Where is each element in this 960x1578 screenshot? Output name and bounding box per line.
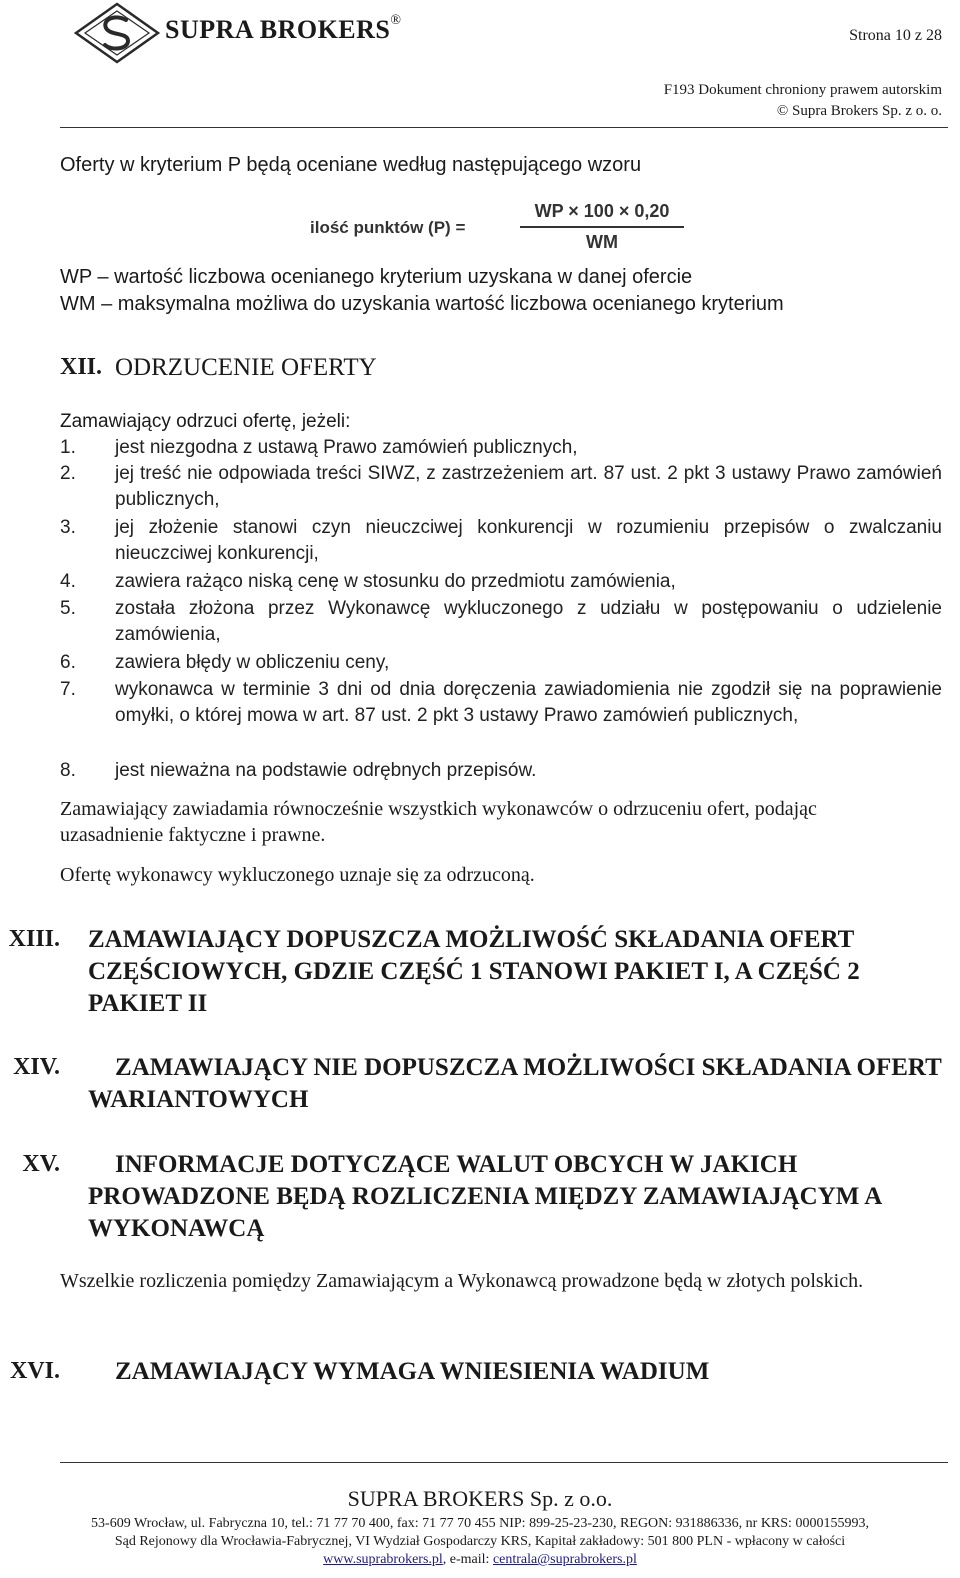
formula-intro: Oferty w kryterium P będą oceniane według następującego wzoru xyxy=(60,154,642,176)
list-item: 6. zawiera błędy w obliczeniu ceny, xyxy=(60,652,390,673)
website-link[interactable]: www.suprabrokers.pl xyxy=(323,1552,443,1567)
supra-brokers-logo-icon xyxy=(72,2,162,64)
footer-contact: www.suprabrokers.pl, e-mail: centrala@suprabrokers.pl xyxy=(323,1552,637,1567)
section-title: INFORMACJE DOTYCZĄCE WALUT OBCYCH W JAKICH PROWADZONE BĘDĄ ROZLICZENIA MIĘDZY ZAMAWIAJĄCYM A WYKONAWCĄ xyxy=(88,1151,881,1242)
paragraph: Ofertę wykonawcy wykluczonego uznaje się za odrzuconą. xyxy=(60,864,535,886)
footer-divider xyxy=(60,1462,948,1463)
formula-fraction xyxy=(516,198,688,254)
paragraph: Wszelkie rozliczenia pomiędzy Zamawiającym a Wykonawcą prowadzone będą w złotych polskich. xyxy=(60,1270,864,1292)
list-item: 5. została złożona przez Wykonawcę wykluczonego z udziału w postępowaniu o udzielenie zamówienia, xyxy=(60,598,942,645)
formula-left: ilość punktów (P) = xyxy=(310,218,466,237)
formula-numerator: WP × 100 × 0,20 xyxy=(534,201,670,221)
section-number: XV. xyxy=(22,1151,60,1177)
section-title: ODRZUCENIE OFERTY xyxy=(115,354,377,381)
brand-name: SUPRA BROKERS® xyxy=(165,13,402,44)
list-item: 8. jest nieważna na podstawie odrębnych przepisów. xyxy=(60,760,537,781)
copyright-notice: F193 Dokument chroniony prawem autorskim © Supra Brokers Sp. z o. o. xyxy=(663,82,942,119)
section-number: XIV. xyxy=(13,1054,60,1080)
list-item: 1. jest niezgodna z ustawą Prawo zamówień publicznych, xyxy=(60,437,578,458)
footer-registry: Sąd Rejonowy dla Wrocławia-Fabrycznej, VI Wydział Gospodarczy KRS, Kapitał zakładowy: 501 800 PLN - wpłacony w całości xyxy=(114,1534,846,1549)
section-number: XII. xyxy=(60,354,103,380)
list-item: 7. wykonawca w terminie 3 dni od dnia doręczenia zawiadomienia nie zgodził się na poprawienie omyłki, o której mowa w art. 87 ust. 2 pkt 3 ustawy Prawo zamówień publicznych, xyxy=(60,679,942,726)
section-title: ZAMAWIAJĄCY WYMAGA WNIESIENIA WADIUM xyxy=(115,1358,710,1385)
section-number: XVI. xyxy=(9,1358,60,1384)
score-formula xyxy=(310,198,700,254)
list-item: 4. zawiera rażąco niską cenę w stosunku do przedmiotu zamówienia, xyxy=(60,571,676,592)
section-title: ZAMAWIAJĄCY DOPUSZCZA MOŻLIWOŚĆ SKŁADANIA OFERT CZĘŚCIOWYCH, GDZIE CZĘŚĆ 1 STANOWI PAKIET I, A CZĘŚĆ 2 PAKIET II xyxy=(88,926,860,1017)
email-link[interactable]: centrala@suprabrokers.pl xyxy=(492,1552,637,1567)
formula-denominator: WM xyxy=(586,232,618,252)
definition-wp: WP – wartość liczbowa ocenianego kryterium uzyskana w danej ofercie xyxy=(60,266,693,288)
list-item: 3. jej złożenie stanowi czyn nieuczciwej konkurencji w rozumieniu przepisów o zwalczaniu nieuczciwej konkurencji, xyxy=(60,517,942,564)
header-divider xyxy=(60,127,948,128)
fraction-bar xyxy=(520,226,684,228)
definition-wm: WM – maksymalna możliwa do uzyskania wartość liczbowa ocenianego kryterium xyxy=(60,293,784,315)
list-item: 2. jej treść nie odpowiada treści SIWZ, z zastrzeżeniem art. 87 ust. 2 pkt 3 ustawy Prawo zamówień publicznych, xyxy=(60,463,942,510)
section-lead: Zamawiający odrzuci ofertę, jeżeli: xyxy=(60,411,351,432)
footer-address: 53-609 Wrocław, ul. Fabryczna 10, tel.: 71 77 70 400, fax: 71 77 70 455 NIP: 899-25-23-230, REGON: 931886336, nr KRS: 0000155993, xyxy=(91,1516,869,1531)
page-number: Strona 10 z 28 xyxy=(849,27,942,44)
paragraph: Zamawiający zawiadamia równocześnie wszystkich wykonawców o odrzuceniu ofert, podając uzasadnienie faktyczne i prawne. xyxy=(60,798,817,846)
section-number: XIII. xyxy=(8,926,60,952)
section-title: ZAMAWIAJĄCY NIE DOPUSZCZA MOŻLIWOŚCI SKŁADANIA OFERT WARIANTOWYCH xyxy=(88,1054,942,1113)
footer-company: SUPRA BROKERS Sp. z o.o. xyxy=(347,1486,613,1511)
